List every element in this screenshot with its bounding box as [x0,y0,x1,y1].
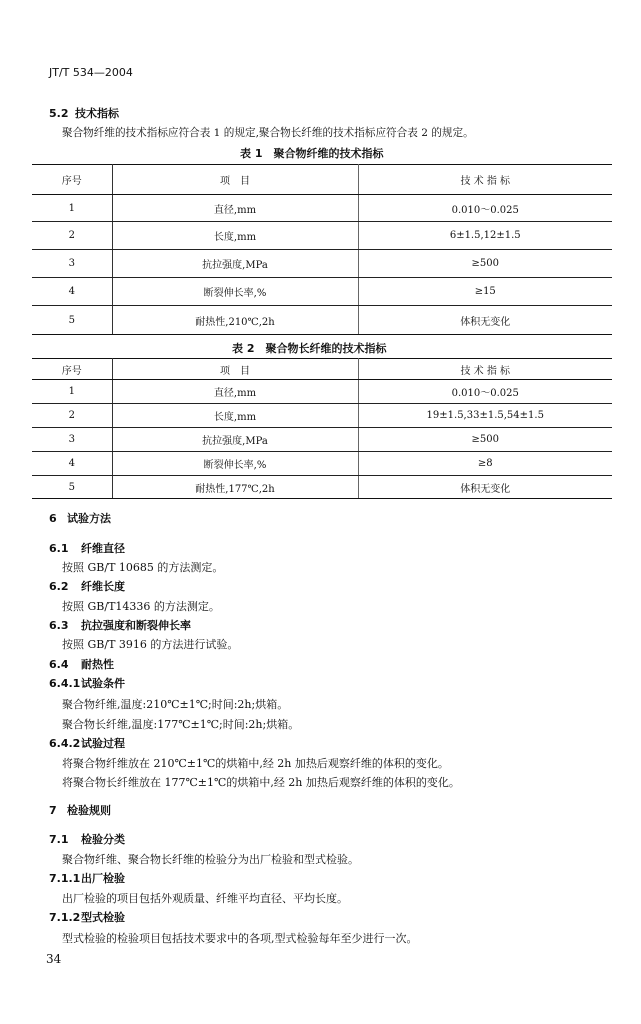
section-title: 试验过程 [81,737,125,750]
section-title: 型式检验 [81,911,125,924]
table-header-row [32,359,612,380]
section-7-1-paragraph: 聚合物纤维、聚合物长纤维的检验分为出厂检验和型式检验。 [62,853,359,866]
section-5-2-heading [49,105,119,121]
section-title: 试验条件 [81,677,125,690]
header-index: 序号 [32,165,112,195]
section-number: 6.4.2 [49,737,81,750]
cell-index: 2 [32,404,112,428]
section-number: 6 [49,512,57,525]
section-7-1-2-heading [49,909,125,925]
cell-index: 4 [32,452,112,476]
cell-index: 5 [32,476,112,499]
table-row [32,452,612,476]
cell-item: 抗拉强度,MPa [112,428,358,452]
cell-index: 3 [32,428,112,452]
table-row [32,222,612,250]
section-title: 纤维直径 [81,542,125,555]
cell-spec: 0.010～0.025 [358,380,612,404]
cell-item: 断裂伸长率,% [112,452,358,476]
cell-spec: ≥500 [358,428,612,452]
section-6-1-heading [49,540,125,556]
section-number: 5.2 [49,107,69,120]
section-title: 耐热性 [81,658,114,671]
section-6-4-1-line-2: 聚合物长纤维,温度:177℃±1℃;时间:2h;烘箱。 [62,718,300,731]
cell-index: 1 [32,380,112,404]
section-7-heading [49,802,111,818]
section-number: 6.3 [49,619,69,632]
section-6-4-2-line-2: 将聚合物长纤维放在 177℃±1℃的烘箱中,经 2h 加热后观察纤维的体积的变化。 [62,776,460,789]
section-number: 6.4 [49,658,69,671]
cell-index: 4 [32,278,112,306]
section-6-3-paragraph: 按照 GB/T 3916 的方法进行试验。 [62,638,239,651]
table-2 [32,358,612,499]
cell-item: 直径,mm [112,195,358,222]
header-index: 序号 [32,359,112,380]
table-row [32,250,612,278]
section-number: 7.1.1 [49,872,81,885]
section-title: 试验方法 [67,512,111,525]
table-2-caption: 表 2 聚合物长纤维的技术指标 [232,342,387,355]
table-row [32,476,612,499]
section-6-3-heading [49,617,191,633]
header-item: 项 目 [112,165,358,195]
section-6-4-2-line-1: 将聚合物纤维放在 210℃±1℃的烘箱中,经 2h 加热后观察纤维的体积的变化。 [62,757,449,770]
cell-spec: ≥500 [358,250,612,278]
header-item: 项 目 [112,359,358,380]
table-row [32,428,612,452]
section-6-heading [49,510,111,526]
table-row [32,306,612,335]
section-6-4-2-heading [49,735,125,751]
cell-item: 长度,mm [112,222,358,250]
table-row [32,380,612,404]
cell-item: 耐热性,177℃,2h [112,476,358,499]
section-6-4-heading [49,656,114,672]
table-1 [32,164,612,335]
cell-spec: 0.010～0.025 [358,195,612,222]
section-number: 7.1.2 [49,911,81,924]
table-1-caption: 表 1 聚合物纤维的技术指标 [240,147,384,160]
cell-item: 耐热性,210℃,2h [112,306,358,335]
section-title: 纤维长度 [81,580,125,593]
cell-index: 3 [32,250,112,278]
header-spec: 技 术 指 标 [358,165,612,195]
section-title: 抗拉强度和断裂伸长率 [81,619,191,632]
cell-spec: 6±1.5,12±1.5 [358,222,612,250]
cell-item: 抗拉强度,MPa [112,250,358,278]
section-7-1-heading [49,831,125,847]
section-6-2-heading [49,578,125,594]
page-number: 34 [46,952,62,966]
section-6-2-paragraph: 按照 GB/T14336 的方法测定。 [62,600,220,613]
table-header-row [32,165,612,195]
cell-index: 2 [32,222,112,250]
cell-item: 直径,mm [112,380,358,404]
section-7-1-1-heading [49,870,125,886]
cell-index: 5 [32,306,112,335]
cell-spec: 19±1.5,33±1.5,54±1.5 [358,404,612,428]
section-5-2-paragraph: 聚合物纤维的技术指标应符合表 1 的规定,聚合物长纤维的技术指标应符合表 2 的规定。 [62,127,474,139]
table-row [32,195,612,222]
document-code-header: JT/T 534—2004 [49,66,133,79]
section-number: 7.1 [49,833,69,846]
section-7-1-2-paragraph: 型式检验的检验项目包括技术要求中的各项,型式检验每年至少进行一次。 [62,932,418,945]
section-number: 7 [49,804,57,817]
cell-item: 长度,mm [112,404,358,428]
section-6-4-1-heading [49,675,125,691]
cell-spec: 体积无变化 [358,306,612,335]
section-6-4-1-line-1: 聚合物纤维,温度:210℃±1℃;时间:2h;烘箱。 [62,698,289,711]
section-number: 6.1 [49,542,69,555]
section-title: 出厂检验 [81,872,125,885]
section-7-1-1-paragraph: 出厂检验的项目包括外观质量、纤维平均直径、平均长度。 [62,892,348,905]
table-row [32,278,612,306]
cell-spec: 体积无变化 [358,476,612,499]
table-row [32,404,612,428]
cell-index: 1 [32,195,112,222]
section-number: 6.4.1 [49,677,81,690]
section-title: 检验规则 [67,804,111,817]
cell-spec: ≥15 [358,278,612,306]
cell-item: 断裂伸长率,% [112,278,358,306]
section-title: 检验分类 [81,833,125,846]
section-6-1-paragraph: 按照 GB/T 10685 的方法测定。 [62,561,224,574]
header-spec: 技 术 指 标 [358,359,612,380]
cell-spec: ≥8 [358,452,612,476]
section-title: 技术指标 [75,107,119,120]
section-number: 6.2 [49,580,69,593]
